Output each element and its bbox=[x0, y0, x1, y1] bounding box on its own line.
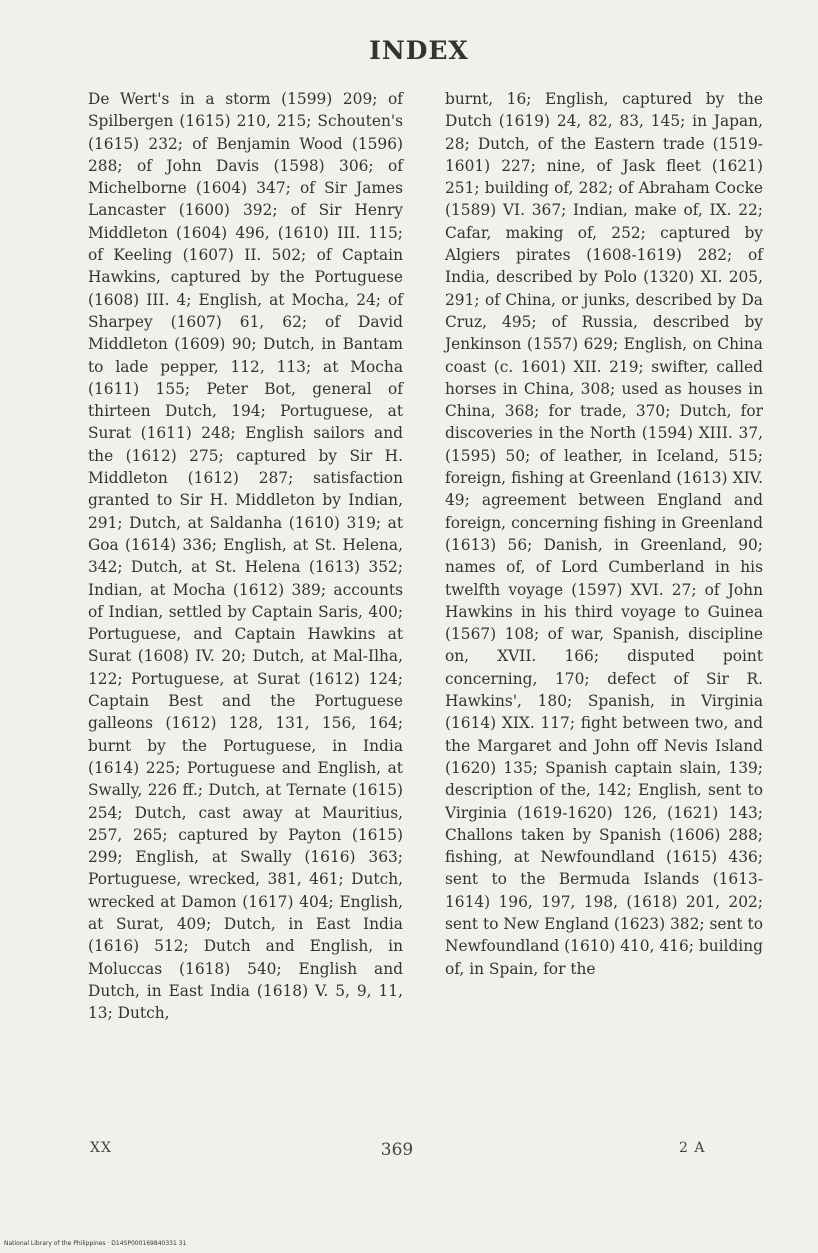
index-column-right: burnt, 16; English, captured by the Dutch (1619) 24, 82, 83, 145; in Japan, 28; Dutch, of the Eastern trade (1519-1601) 227; nine, of Jask fleet (1621) 251; building of, 282; of Abraham Cocke (1589) VI. 367; Indian, make of, IX. 22; Cafar, making of, 252; captured by Algiers pirates (1608-1619) 282; of India, described by Polo (1320) XI. 205, 291; of China, or junks, described by Da Cruz, 495; of Russia, described by Jenkinson (1557) 629; English, on China coast (c. 1601) XII. 219; swifter, called horses in China, 308; used as houses in China, 368; for trade, 370; Dutch, for discoveries in the North (1594) XIII. 37, (1595) 50; of leather, in Iceland, 515; foreign, fishing at Greenland (1613) XIV. 49; agreement between England and foreign, concerning fishing in Greenland (1613) 56; Danish, in Greenland, 90; names of, of Lord Cumberland in his twelfth voyage (1597) XVI. 27; of John Hawkins in his third voyage to Guinea (1567) 108; of war, Spanish, discipline on, XVII. 166; disputed point concerning, 170; defect of Sir R. Hawkins', 180; Spanish, in Virginia (1614) XIX. 117; fight between two, and the Margaret and John off Nevis Island (1620) 135; Spanish captain slain, 139; description of the, 142; English, sent to Virginia (1619-1620) 126, (1621) 143; Challons taken by Spanish (1606) 288; fishing, at Newfoundland (1615) 436; sent to the Bermuda Islands (1613-1614) 196, 197, 198, (1618) 201, 202; sent to New England (1623) 382; sent to Newfoundland (1610) 410, 416; building of, in Spain, for the bbox=[445, 90, 763, 978]
scan-credit: National Library of the Philippines · D14SP000169840331 31 bbox=[4, 1240, 187, 1247]
signature-mark-left: XX bbox=[90, 1140, 112, 1156]
page-title: INDEX bbox=[369, 36, 469, 65]
page-number: 369 bbox=[380, 1140, 414, 1160]
index-column-left: De Wert's in a storm (1599) 209; of Spilbergen (1615) 210, 215; Schouten's (1615) 232; of Benjamin Wood (1596) 288; of John Davis (1598) 306; of Michelborne (1604) 347; of Sir James Lancaster (1600) 392; of Sir Henry Middleton (1604) 496, (1610) III. 115; of Keeling (1607) II. 502; of Captain Hawkins, captured by the Portuguese (1608) III. 4; English, at Mocha, 24; of Sharpey (1607) 61, 62; of David Middleton (1609) 90; Dutch, in Bantam to lade pepper, 112, 113; at Mocha (1611) 155; Peter Bot, general of thirteen Dutch, 194; Portuguese, at Surat (1611) 248; English sailors and the (1612) 275; captured by Sir H. Middleton (1612) 287; satisfaction granted to Sir H. Middleton by Indian, 291; Dutch, at Saldanha (1610) 319; at Goa (1614) 336; English, at St. Helena, 342; Dutch, at St. Helena (1613) 352; Indian, at Mocha (1612) 389; accounts of Indian, settled by Captain Saris, 400; Portuguese, and Captain Hawkins at Surat (1608) IV. 20; Dutch, at Mal-Ilha, 122; Portuguese, at Surat (1612) 124; Captain Best and the Portuguese galleons (1612) 128, 131, 156, 164; burnt by the Portuguese, in India (1614) 225; Portuguese and English, at Swally, 226 ff.; Dutch, at Ternate (1615) 254; Dutch, cast away at Mauritius, 257, 265; captured by Payton (1615) 299; English, at Swally (1616) 363; Portuguese, wrecked, 381, 461; Dutch, wrecked at Damon (1617) 404; English, at Surat, 409; Dutch, in East India (1616) 512; Dutch and English, in Moluccas (1618) 540; English and Dutch, in East India (1618) V. 5, 9, 11, 13; Dutch, bbox=[88, 90, 403, 1023]
signature-mark-right: 2 A bbox=[679, 1140, 706, 1156]
